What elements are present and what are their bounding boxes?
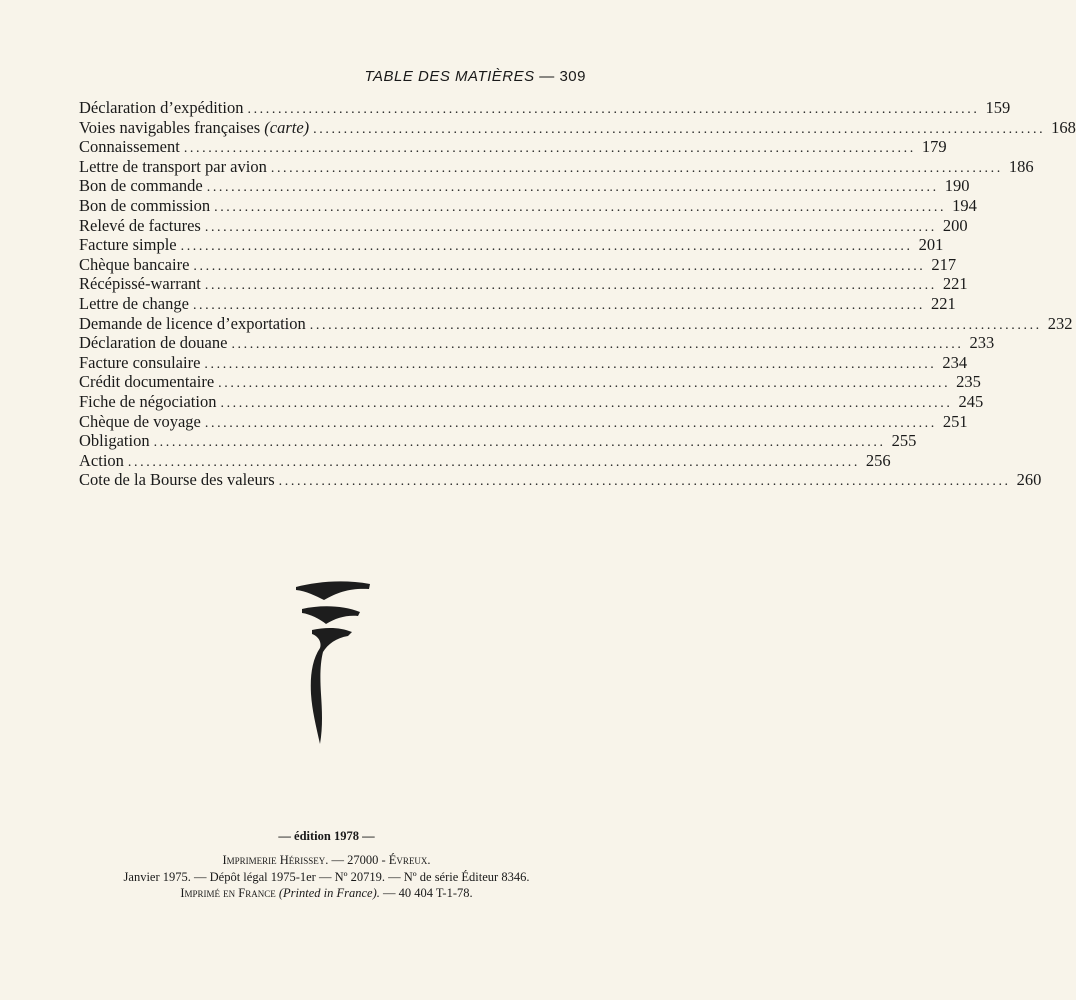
toc-entry-label: Lettre de change (79, 293, 189, 313)
legal-deposit-line: Janvier 1975. — Dépôt légal 1975-1er — Nº 20719. — Nº de série Éditeur 8346. (123, 870, 530, 884)
toc-entry-page: 260 (1016, 470, 1042, 490)
toc-entry (79, 450, 891, 471)
toc-leader-dots: ........................................................................................................................ (270, 160, 1003, 176)
toc-leader-dots: ........................................................................................................................ (278, 474, 1011, 490)
toc-leader-dots: ........................................................................................................................ (231, 337, 964, 353)
toc-entry (79, 156, 1034, 177)
toc-entry-label: Relevé de factures (79, 215, 201, 235)
toc-leader-dots: ........................................................................................................................ (183, 141, 916, 157)
toc-entry (79, 274, 968, 294)
toc-entry-page: 190 (944, 176, 970, 196)
toc-entry (79, 293, 956, 314)
toc-leader-dots: ........................................................................................................................ (204, 219, 937, 235)
toc-entry-label: Chèque de voyage (79, 411, 201, 431)
toc-leader-dots: ........................................................................................................................ (193, 258, 926, 274)
toc-entry (79, 352, 968, 373)
toc-entry-label-italic: (carte) (264, 117, 310, 137)
toc-entry-label: Facture simple (79, 235, 177, 255)
toc-entry-label: Action (79, 450, 124, 470)
toc-entry-page: 255 (891, 431, 917, 451)
toc-entry-label: Lettre de transport par avion (79, 156, 267, 176)
toc-leader-dots: ........................................................................................................................ (204, 356, 937, 372)
toc-entry (79, 117, 1076, 138)
toc-entry-label: Chèque bancaire (79, 254, 190, 274)
toc-entry-label: Facture consulaire (79, 352, 201, 372)
table-of-contents (79, 98, 1076, 490)
toc-entry (79, 333, 995, 353)
toc-entry (79, 195, 977, 216)
toc-entry (79, 235, 944, 255)
toc-entry-page: 221 (942, 274, 968, 294)
toc-leader-dots: ........................................................................................................................ (220, 395, 953, 411)
running-head (364, 68, 586, 85)
toc-entry (79, 391, 984, 412)
running-head-dash: — (539, 68, 555, 85)
toc-leader-dots: ........................................................................................................................ (192, 297, 925, 313)
toc-entry-label: Bon de commission (79, 195, 211, 215)
printed-suffix: — 40 404 T-1-78. (383, 886, 473, 900)
toc-entry-page: 168 (1051, 117, 1076, 137)
toc-entry-label: Déclaration de douane (79, 333, 228, 353)
toc-entry-label: Crédit documentaire (79, 372, 215, 392)
printer-line: Imprimerie Hérissey. — 27000 - Évreux. (222, 853, 431, 867)
toc-entry-label: Bon de commande (79, 176, 203, 196)
toc-entry (79, 372, 981, 392)
toc-leader-dots: ........................................................................................................................ (206, 180, 939, 196)
printed-italic: (Printed in France). (278, 886, 380, 900)
toc-entry-label: Déclaration d’expédition (79, 98, 244, 117)
printed-prefix: Imprimé en France (180, 886, 276, 900)
toc-entry-page: 234 (942, 352, 968, 372)
toc-entry (79, 137, 947, 157)
toc-entry (79, 98, 1011, 118)
toc-entry-label: Récépissé-warrant (79, 274, 201, 294)
toc-entry-page: 201 (918, 235, 944, 255)
toc-leader-dots: ........................................................................................................................ (204, 278, 937, 294)
toc-leader-dots: ........................................................................................................................ (153, 435, 886, 451)
toc-entry-page: 251 (942, 411, 968, 431)
toc-entry-page: 200 (942, 215, 968, 235)
toc-leader-dots: ........................................................................................................................ (313, 121, 1046, 137)
printed-in-france-line (0, 886, 653, 901)
toc-entry-page: 232 (1047, 313, 1073, 333)
toc-entry-label: Obligation (79, 431, 150, 451)
toc-leader-dots: ........................................................................................................................ (127, 454, 860, 470)
toc-entry-label: Demande de licence d’exportation (79, 313, 306, 333)
toc-entry-page: 194 (952, 195, 977, 215)
toc-leader-dots: ........................................................................................................................ (180, 239, 913, 255)
toc-entry-page: 159 (985, 98, 1011, 117)
toc-entry (79, 254, 957, 275)
toc-entry-label: Connaissement (79, 137, 180, 157)
toc-entry-page: 245 (958, 391, 984, 411)
toc-entry-label: Cote de la Bourse des valeurs (79, 470, 275, 490)
toc-entry-page: 233 (969, 333, 995, 353)
toc-entry-label: Voies navigables françaises (carte) (79, 117, 310, 137)
toc-leader-dots: ........................................................................................................................ (214, 199, 947, 215)
toc-leader-dots: ........................................................................................................................ (218, 376, 951, 392)
toc-leader-dots: ........................................................................................................................ (204, 415, 937, 431)
toc-entry (79, 411, 968, 432)
edition-line: — édition 1978 — (278, 829, 375, 843)
toc-entry-page: 221 (930, 293, 956, 313)
toc-entry-label: Fiche de négociation (79, 391, 217, 411)
toc-entry-page: 235 (956, 372, 981, 392)
toc-entry (79, 431, 917, 451)
toc-entry-page: 256 (865, 450, 891, 470)
page-number: 309 (559, 68, 586, 85)
toc-leader-dots: ........................................................................................................................ (247, 102, 980, 117)
toc-entry-page: 217 (931, 254, 957, 274)
publisher-emblem-icon (290, 578, 374, 746)
toc-entry (79, 215, 968, 236)
running-head-title: TABLE DES MATIÈRES (364, 68, 535, 85)
toc-entry-page: 186 (1008, 156, 1034, 176)
toc-entry (79, 313, 1073, 334)
toc-entry (79, 470, 1042, 490)
toc-entry-page: 179 (921, 137, 947, 157)
toc-entry (79, 176, 970, 196)
toc-leader-dots: ........................................................................................................................ (309, 317, 1042, 333)
